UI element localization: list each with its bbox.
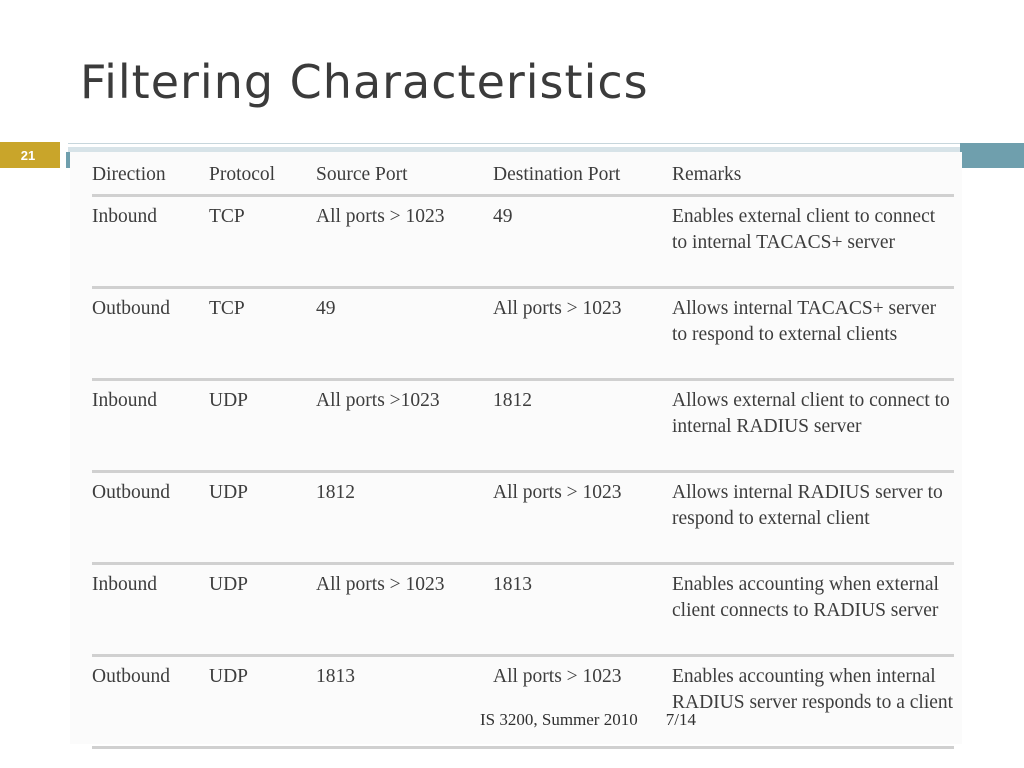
table-row — [92, 656, 954, 748]
cell-remarks: Allows internal TACACS+ server to respond to external clients — [672, 288, 954, 380]
cell-protocol: TCP — [209, 288, 316, 380]
cell-protocol: TCP — [209, 196, 316, 288]
cell-direction: Outbound — [92, 656, 209, 748]
cell-destination-port: All ports > 1023 — [493, 656, 672, 748]
cell-direction: Outbound — [92, 288, 209, 380]
header-accent-block — [960, 143, 1024, 168]
table-row — [92, 564, 954, 656]
cell-source-port: 1812 — [316, 472, 493, 564]
slide-footer — [480, 710, 696, 730]
cell-direction: Inbound — [92, 380, 209, 472]
cell-direction: Inbound — [92, 564, 209, 656]
cell-source-port: All ports > 1023 — [316, 196, 493, 288]
cell-destination-port: 49 — [493, 196, 672, 288]
table-row — [92, 288, 954, 380]
cell-protocol: UDP — [209, 472, 316, 564]
table-row — [92, 472, 954, 564]
cell-remarks: Allows internal RADIUS server to respond to external client — [672, 472, 954, 564]
header-divider — [68, 143, 966, 144]
cell-destination-port: All ports > 1023 — [493, 472, 672, 564]
footer-page-number: 7/14 — [665, 710, 696, 729]
cell-protocol: UDP — [209, 656, 316, 748]
cell-remarks: Allows external client to connect to internal RADIUS server — [672, 380, 954, 472]
cell-remarks: Enables external client to connect to internal TACACS+ server — [672, 196, 954, 288]
header-source-port: Source Port — [316, 158, 493, 196]
header-direction: Direction — [92, 158, 209, 196]
cell-direction: Inbound — [92, 196, 209, 288]
slide-number-badge: 21 — [0, 142, 60, 168]
header-protocol: Protocol — [209, 158, 316, 196]
table-header-row — [92, 158, 954, 196]
cell-source-port: All ports > 1023 — [316, 564, 493, 656]
footer-course: IS 3200, Summer 2010 — [480, 710, 638, 729]
cell-destination-port: 1813 — [493, 564, 672, 656]
cell-protocol: UDP — [209, 564, 316, 656]
cell-destination-port: All ports > 1023 — [493, 288, 672, 380]
cell-remarks: Enables accounting when internal RADIUS server responds to a client — [672, 656, 954, 748]
filtering-table — [92, 158, 954, 749]
cell-protocol: UDP — [209, 380, 316, 472]
cell-source-port: 49 — [316, 288, 493, 380]
table-row — [92, 196, 954, 288]
cell-source-port: All ports >1023 — [316, 380, 493, 472]
cell-source-port: 1813 — [316, 656, 493, 748]
cell-destination-port: 1812 — [493, 380, 672, 472]
header-destination-port: Destination Port — [493, 158, 672, 196]
cell-direction: Outbound — [92, 472, 209, 564]
table-row — [92, 380, 954, 472]
cell-remarks: Enables accounting when external client connects to RADIUS server — [672, 564, 954, 656]
slide-title: Filtering Characteristics — [80, 55, 649, 109]
header-remarks: Remarks — [672, 158, 954, 196]
